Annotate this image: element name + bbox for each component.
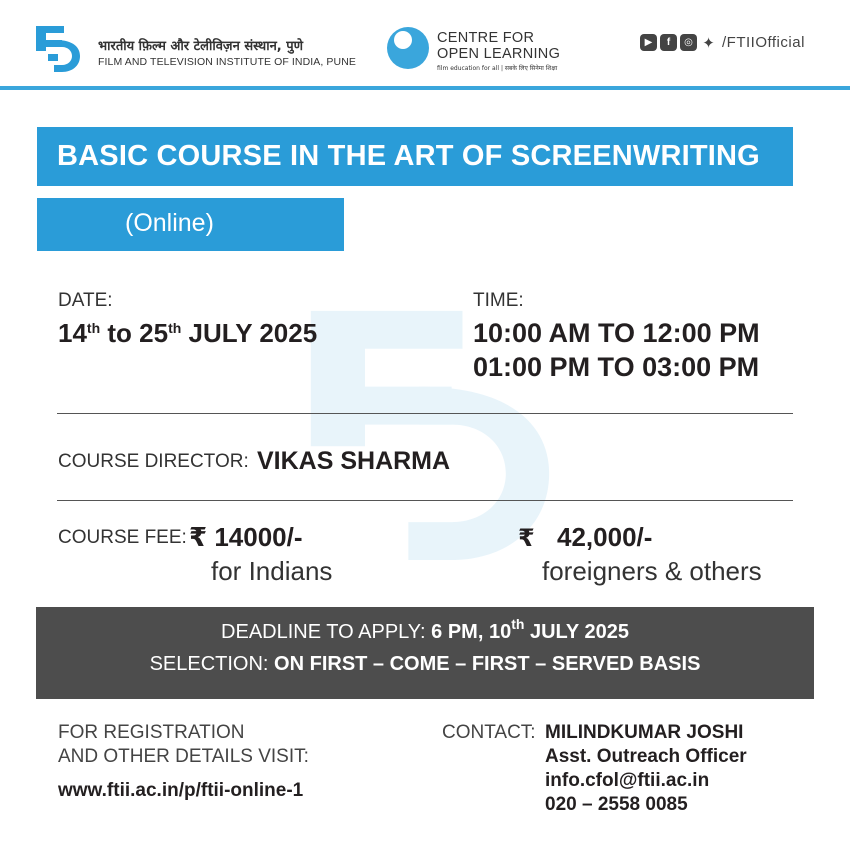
selection-value: ON FIRST – COME – FIRST – SERVED BASIS [268, 653, 701, 675]
date-value [58, 318, 317, 349]
director-label: COURSE DIRECTOR: [58, 451, 249, 472]
facebook-icon[interactable]: f [660, 34, 677, 51]
divider [57, 413, 793, 414]
fee-foreign-label: foreigners & others [542, 556, 762, 586]
fee-indian-amount [189, 522, 303, 553]
ftii-name [98, 36, 356, 68]
cfol-logo-icon [386, 26, 430, 70]
deadline-line [36, 616, 814, 644]
divider [57, 500, 793, 501]
contact-role: Asst. Outreach Officer [545, 746, 747, 767]
cfol-name [437, 30, 560, 72]
course-title: BASIC COURSE IN THE ART OF SCREENWRITING [57, 140, 760, 172]
contact-email[interactable]: info.cfol@ftii.ac.in [545, 770, 710, 791]
time-label: TIME: [473, 290, 524, 311]
date-start-suffix: th [86, 320, 101, 336]
time-slot-2: 01:00 PM TO 03:00 PM [473, 352, 760, 382]
selection-line [36, 653, 814, 676]
social-links [640, 34, 805, 51]
deadline-suffix: th [511, 616, 525, 632]
cfol-tagline: film education for all | सबके लिए सिनेमा शिक्षा [437, 65, 558, 72]
fee-label: COURSE FEE: [58, 527, 187, 548]
time-slot-1: 10:00 AM TO 12:00 PM [473, 318, 760, 348]
instagram-icon[interactable]: ◎ [680, 34, 697, 51]
registration-link[interactable]: www.ftii.ac.in/p/ftii-online-1 [58, 780, 304, 801]
fee-foreign-amount: 42,000/- [557, 522, 653, 552]
registration-line-1: FOR REGISTRATION [58, 722, 245, 743]
ftii-logo-icon [34, 22, 82, 74]
deadline-time: 6 PM, 10 [425, 621, 512, 643]
date-mid: to 25 [100, 318, 169, 348]
twitter-icon[interactable]: ✦ [702, 34, 715, 52]
fee-indian-label: for Indians [211, 556, 333, 586]
contact-label: CONTACT: [442, 722, 536, 743]
deadline-banner [36, 607, 814, 699]
date-start: 14 [58, 318, 87, 348]
date-label: DATE: [58, 290, 113, 311]
registration-line-2: AND OTHER DETAILS VISIT: [58, 746, 309, 767]
date-rest: JULY 2025 [181, 318, 318, 348]
rupee-icon: ₹ [518, 525, 535, 552]
cfol-line-2: OPEN LEARNING [437, 46, 561, 62]
ftii-english-name: FILM AND TELEVISION INSTITUTE OF INDIA, PUNE [98, 56, 356, 68]
rupee-icon: ₹ [189, 522, 208, 552]
course-mode: (Online) [125, 209, 214, 237]
deadline-rest: JULY 2025 [524, 621, 629, 643]
header [0, 0, 850, 90]
course-title-banner [37, 127, 793, 186]
course-mode-banner [37, 198, 344, 251]
director-name: VIKAS SHARMA [257, 447, 451, 475]
header-divider [0, 86, 850, 90]
date-end-suffix: th [168, 320, 182, 336]
social-handle[interactable]: /FTIIOfficial [722, 34, 805, 51]
cfol-line-1: CENTRE FOR [437, 30, 535, 46]
ftii-hindi-name: भारतीय फ़िल्म और टेलीविज़न संस्थान, पुणे [98, 39, 304, 54]
youtube-icon[interactable]: ▶ [640, 34, 657, 51]
contact-phone[interactable]: 020 – 2558 0085 [545, 794, 688, 815]
contact-name: MILINDKUMAR JOSHI [545, 722, 744, 743]
selection-label: SELECTION: [149, 653, 269, 675]
deadline-label: DEADLINE TO APPLY: [221, 621, 426, 643]
fee-indian-value: 14000/- [214, 522, 303, 552]
